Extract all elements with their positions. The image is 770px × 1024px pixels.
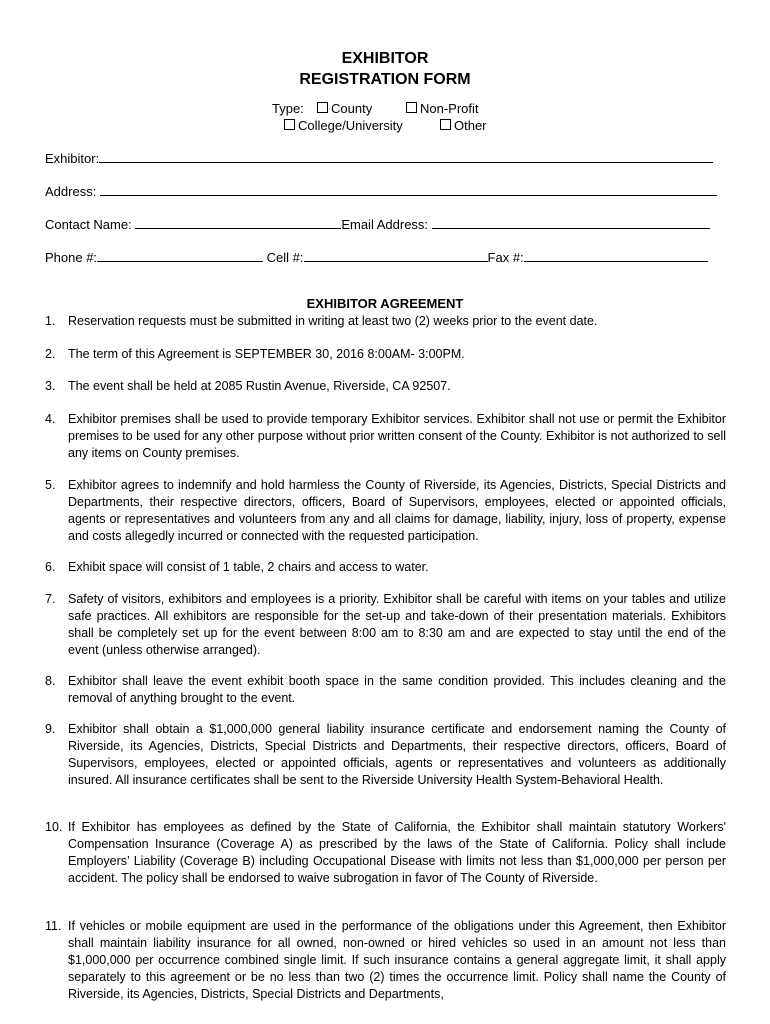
agreement-item-7 [45,591,726,659]
item-number: 3. [45,379,56,393]
item-text: Exhibitor shall leave the event exhibit booth space in the same condition provided. This includes cleaning and the removal of anything brought to the event. [68,674,726,705]
college-checkbox[interactable] [284,119,295,130]
type-row-2b [440,118,487,134]
college-option-label: College/University [298,118,403,133]
agreement-item-5 [45,477,726,545]
item-number: 10. [45,820,63,834]
exhibitor-label: Exhibitor: [45,151,100,166]
exhibitor-field[interactable] [99,150,713,163]
item-number: 4. [45,412,56,426]
agreement-item-10 [45,819,726,887]
type-label: Type: [272,101,304,116]
other-option-label: Other [454,118,487,133]
item-text: Exhibitor agrees to indemnify and hold harmless the County of Riverside, its Agencies, Districts, Special Districts and Departments, their respective directors, officers, Board of Supervisors, employees, elected or appointed officials, agents or representatives and volunteers from any and all claims for damage, liability, injury, loss of property, expense and costs allegedly incurred or connected with the requested participation. [68,478,726,543]
agreement-item-8 [45,673,726,707]
item-number: 8. [45,674,56,688]
nonprofit-checkbox[interactable] [406,102,417,113]
address-row [45,183,717,200]
item-text: Reservation requests must be submitted in writing at least two (2) weeks prior to the event date. [68,314,598,328]
agreement-item-3 [45,378,726,395]
item-text: If vehicles or mobile equipment are used in the performance of the obligations under this Agreement, then Exhibitor shall maintain liability insurance for all owned, non-owned or hired vehicles so used in an amount not less than $1,000,000 per occurrence combined single limit. If such insurance contains a general aggregate limit, it shall apply separately to this agreement or be no less than two (2) times the occurrence limit. Policy shall name the County of Riverside, its Agencies, Districts, Special Districts and Departments, [68,919,726,1001]
agreement-item-9 [45,721,726,789]
contact-name-label: Contact Name: [45,217,132,232]
email-field[interactable] [432,216,710,229]
contact-row [45,216,710,233]
item-number: 11. [45,919,62,933]
address-field[interactable] [100,183,717,196]
item-text: If Exhibitor has employees as defined by the State of California, the Exhibitor shall maintain statutory Workers' Compensation Insurance (Coverage A) as prescribed by the laws of the State of California. Policy shall include Employers’ Liability (Coverage B) including Occupational Disease with limits not less than $1,000,000 per person per accident. The policy shall be endorsed to waive subrogation in favor of The County of Riverside. [68,820,726,885]
agreement-item-4 [45,411,726,462]
item-text: Exhibit space will consist of 1 table, 2 chairs and access to water. [68,560,429,574]
email-label: Email Address: [341,217,429,232]
county-option-label: County [331,101,373,116]
item-number: 5. [45,478,56,492]
item-text: Exhibitor premises shall be used to provide temporary Exhibitor services. Exhibitor shall not use or permit the Exhibitor premises to be used for any other purpose without prior written consent of the County. Exhibitor is not authorized to sell any items on County premises. [68,412,726,460]
agreement-item-1 [45,313,726,330]
form-title-line1: EXHIBITOR [341,50,429,67]
county-checkbox[interactable] [317,102,328,113]
agreement-heading: EXHIBITOR AGREEMENT [306,296,464,311]
item-text: Exhibitor shall obtain a $1,000,000 general liability insurance certificate and endorsement naming the County of Riverside, its Agencies, Districts, Special Districts and Departments, their respective directors, officers, Board of Supervisors, employees, elected or appointed officials, agents or representatives and volunteers as additionally insured. All insurance certificates shall be sent to the Riverside University Health System-Behavioral Health. [68,722,726,787]
phone-label: Phone #: [45,250,98,265]
agreement-item-11 [45,918,726,1003]
cell-field[interactable] [304,249,488,262]
type-row-2 [284,118,403,134]
exhibitor-row [45,150,713,167]
agreement-item-6 [45,559,726,576]
item-number: 9. [45,722,56,736]
fax-label: Fax #: [487,250,524,265]
other-checkbox[interactable] [440,119,451,130]
phone-field[interactable] [97,249,263,262]
form-title-line2: REGISTRATION FORM [299,71,471,88]
address-label: Address: [45,184,97,199]
phone-row [45,249,708,266]
item-text: Safety of visitors, exhibitors and employees is a priority. Exhibitor shall be careful with items on your tables and utilize safe practices. All exhibitors are responsible for the set-up and take-down of their presentation materials. Exhibitors shall be completely set up for the event between 8:00 am to 8:30 am and are expected to stay until the end of the event (unless otherwise arranged). [68,592,726,657]
fax-field[interactable] [524,249,708,262]
type-row-1b [406,101,479,117]
item-number: 2. [45,347,56,361]
cell-label: Cell #: [266,250,304,265]
nonprofit-option-label: Non-Profit [420,101,479,116]
item-number: 6. [45,560,56,574]
item-number: 1. [45,314,56,328]
agreement-item-2 [45,346,726,363]
item-text: The event shall be held at 2085 Rustin Avenue, Riverside, CA 92507. [68,379,451,393]
type-row-1 [272,101,372,117]
item-number: 7. [45,592,56,606]
contact-name-field[interactable] [135,216,341,229]
item-text: The term of this Agreement is SEPTEMBER 30, 2016 8:00AM- 3:00PM. [68,347,465,361]
